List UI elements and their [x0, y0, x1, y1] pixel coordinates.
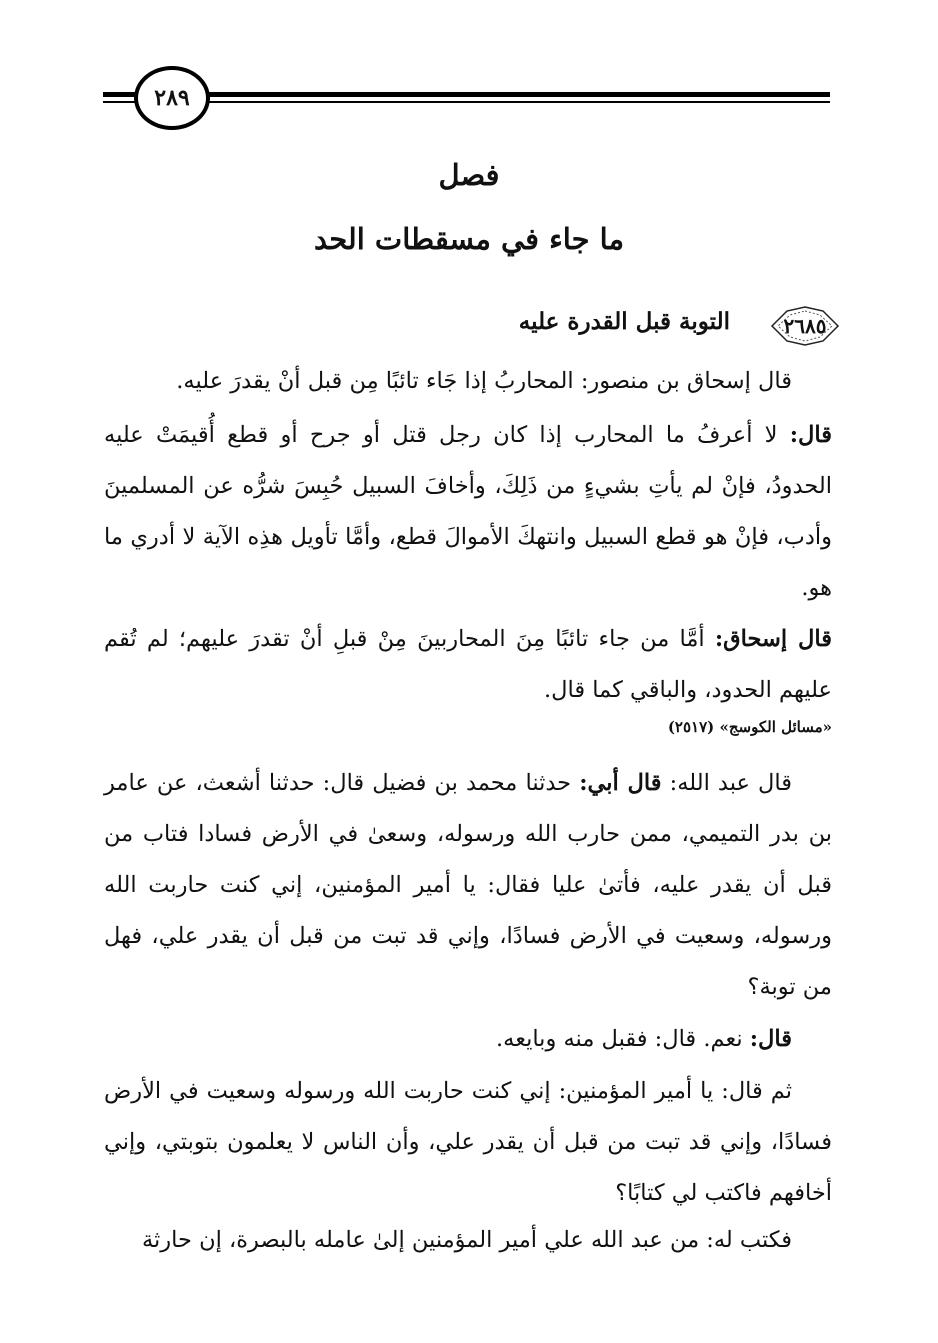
- issue-title: التوبة قبل القدرة عليه: [518, 308, 730, 335]
- paragraph-text: لا أعرفُ ما المحارب إذا كان رجل قتل أو جرح أو قطع أُقيمَتْ عليه الحدودُ، فإنْ لم يأتِ بشيءٍ من ذَلِكَ، وأخافَ السبيل حُبِسَ شرُّه عن المسلمينَ وأدب، فإنْ هو قطع السبيل وانتهكَ الأموالَ قطع، وأمَّا تأويل هذِه الآية لا أدري ما هو.: [104, 422, 832, 601]
- speaker-label: قال إسحاق:: [714, 626, 832, 652]
- speaker-label: قال أبي:: [579, 770, 662, 796]
- page-number-text: ٢٨٩: [154, 85, 190, 111]
- narrator-intro: قال عبد الله:: [661, 770, 793, 796]
- section-title: ما جاء في مسقطات الحد: [313, 222, 625, 256]
- paragraph-answer-ahmad: [104, 410, 832, 614]
- issue-heading: [100, 305, 842, 349]
- speaker-label: قال:: [789, 422, 832, 448]
- source-citation: «مسائل الكوسج» (٢٥١٧): [667, 718, 832, 736]
- paragraph-text: أمَّا من جاء تائبًا مِنَ المحاربينَ مِنْ قبلِ أنْ تقدرَ عليهم؛ لم تُقم عليهم الحدود، والباقي كما قال.: [104, 626, 832, 703]
- paragraph-letter: [104, 1215, 832, 1266]
- paragraph-text: نعم. قال: فقبل منه وبايعه.: [496, 1026, 750, 1052]
- paragraph-text: قال إسحاق بن منصور: المحاربُ إذا جَاء تائبًا مِن قبل أنْ يقدرَ عليه.: [176, 368, 792, 394]
- chapter-title: فصل: [438, 158, 500, 192]
- header-rule-thin: [103, 101, 830, 103]
- issue-number: ٢٦٨٥: [783, 314, 827, 338]
- page-number: [134, 66, 210, 130]
- header-rule-thick: [103, 92, 830, 97]
- paragraph-text: ثم قال: يا أمير المؤمنين: إني كنت حاربت الله ورسوله وسعيت في الأرض فسادًا، وإني قد تبت من قبل أن يقدر علي، وأن الناس لا يعلمون بتوبتي، وإني أخافهم فاكتب لي كتابًا؟: [104, 1078, 832, 1206]
- paragraph-question: [104, 356, 832, 407]
- paragraph-answer-ishaq: [104, 614, 832, 716]
- issue-number-badge: [768, 305, 842, 347]
- paragraph-reply: [104, 1014, 832, 1065]
- speaker-label: قال:: [749, 1026, 792, 1052]
- paragraph-request: [104, 1066, 832, 1219]
- paragraph-narration: [104, 758, 832, 1013]
- paragraph-text: فكتب له: من عبد الله علي أمير المؤمنين إلىٰ عامله بالبصرة، إن حارثة: [141, 1227, 792, 1253]
- paragraph-text: حدثنا محمد بن فضيل قال: حدثنا أشعث، عن عامر بن بدر التميمي، ممن حارب الله ورسوله، وسعىٰ في الأرض فسادا فتاب من قبل أن يقدر عليه، فأتىٰ عليا فقال: يا أمير المؤمنين، إني كنت حاربت الله ورسوله، وسعيت في الأرض فسادًا، وإني قد تبت من قبل أن يقدر علي، فهل من توبة؟: [104, 770, 832, 1000]
